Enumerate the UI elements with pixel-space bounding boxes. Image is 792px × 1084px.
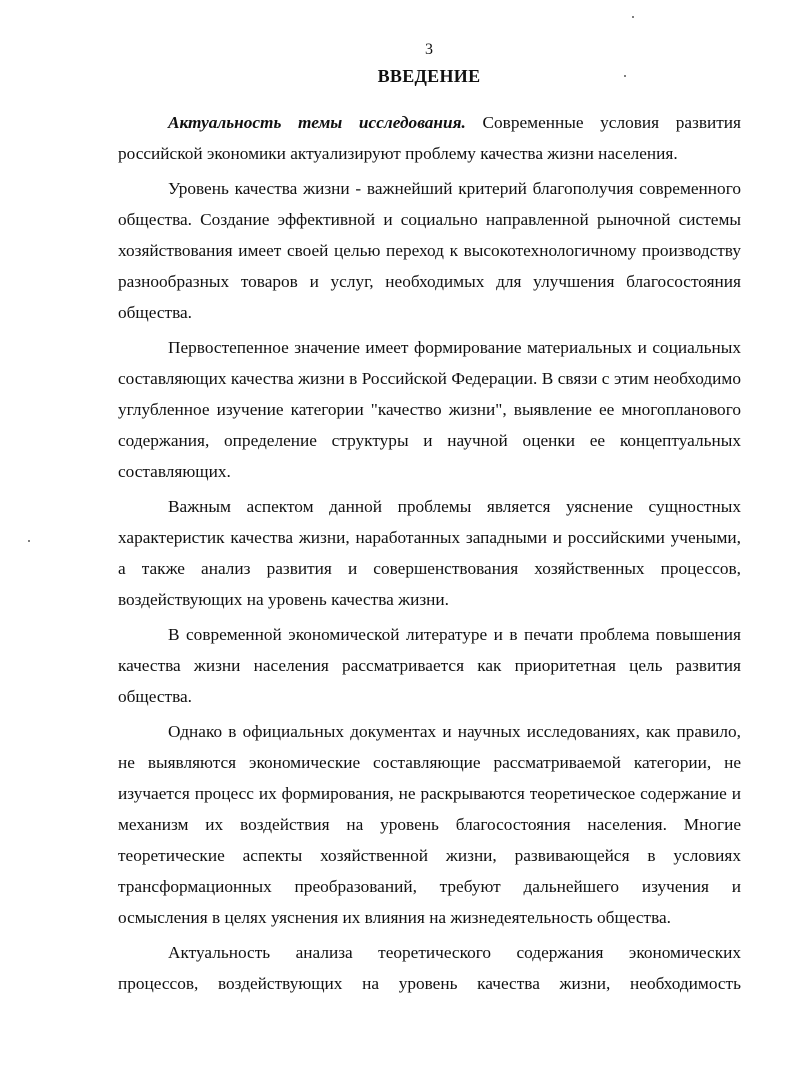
paragraph-relevance [118,107,741,169]
paragraph-official-docs: Однако в официальных документах и научных исследованиях, как правило, не выявляются экономические составляющие рассматриваемой категории, не изучается процесс их формирования, не раскрываются теоретическое содержание и механизм их воздействия на уровень благосостояния населения. Многие теоретические аспекты хозяйственной жизни, развивающейся в условиях трансформационных преобразований, требуют дальнейшего изучения и осмысления в целях уяснения их влияния на жизнедеятельность общества. [118,721,741,928]
paragraph-analysis: Актуальность анализа теоретического содержания экономических процессов, воздействующих на уровень качества жизни, необходимость [118,943,741,994]
section-heading: ВВЕДЕНИЕ [377,66,481,86]
scan-speck [632,16,634,18]
scan-speck [624,75,626,77]
document-body [118,107,741,1003]
paragraph-literature: В современной экономической литературе и в печати проблема повышения качества жизни населения рассматривается как приоритетная цель развития общества. [118,624,741,707]
paragraph-aspect: Важным аспектом данной проблемы является уяснение сущностных характеристик качества жизни, наработанных западными и российскими учеными, а также анализ развития и совершенствования хозяйственных процессов, воздействующих на уровень качества жизни. [118,496,741,610]
scan-speck [28,540,30,542]
page-number: 3 [425,41,433,58]
paragraph-text: Современные условия развития российской экономики актуализируют проблему качества жизни населения. [118,113,741,164]
paragraph-lead: Актуальность темы исследования. [168,113,466,132]
paragraph-priority: Первостепенное значение имеет формирование материальных и социальных составляющих качества жизни в Российской Федерации. В связи с этим необходимо углубленное изучение категории "качество жизни", выявление ее многопланового содержания, определение структуры и научной оценки ее концептуальных составляющих. [118,337,741,482]
paragraph-quality-level: Уровень качества жизни - важнейший критерий благополучия современного общества. Создание эффективной и социально направленной рыночной системы хозяйствования имеет своей целью переход к высокотехнологичному производству разнообразных товаров и услуг, необходимых для улучшения благосостояния общества. [118,178,741,323]
